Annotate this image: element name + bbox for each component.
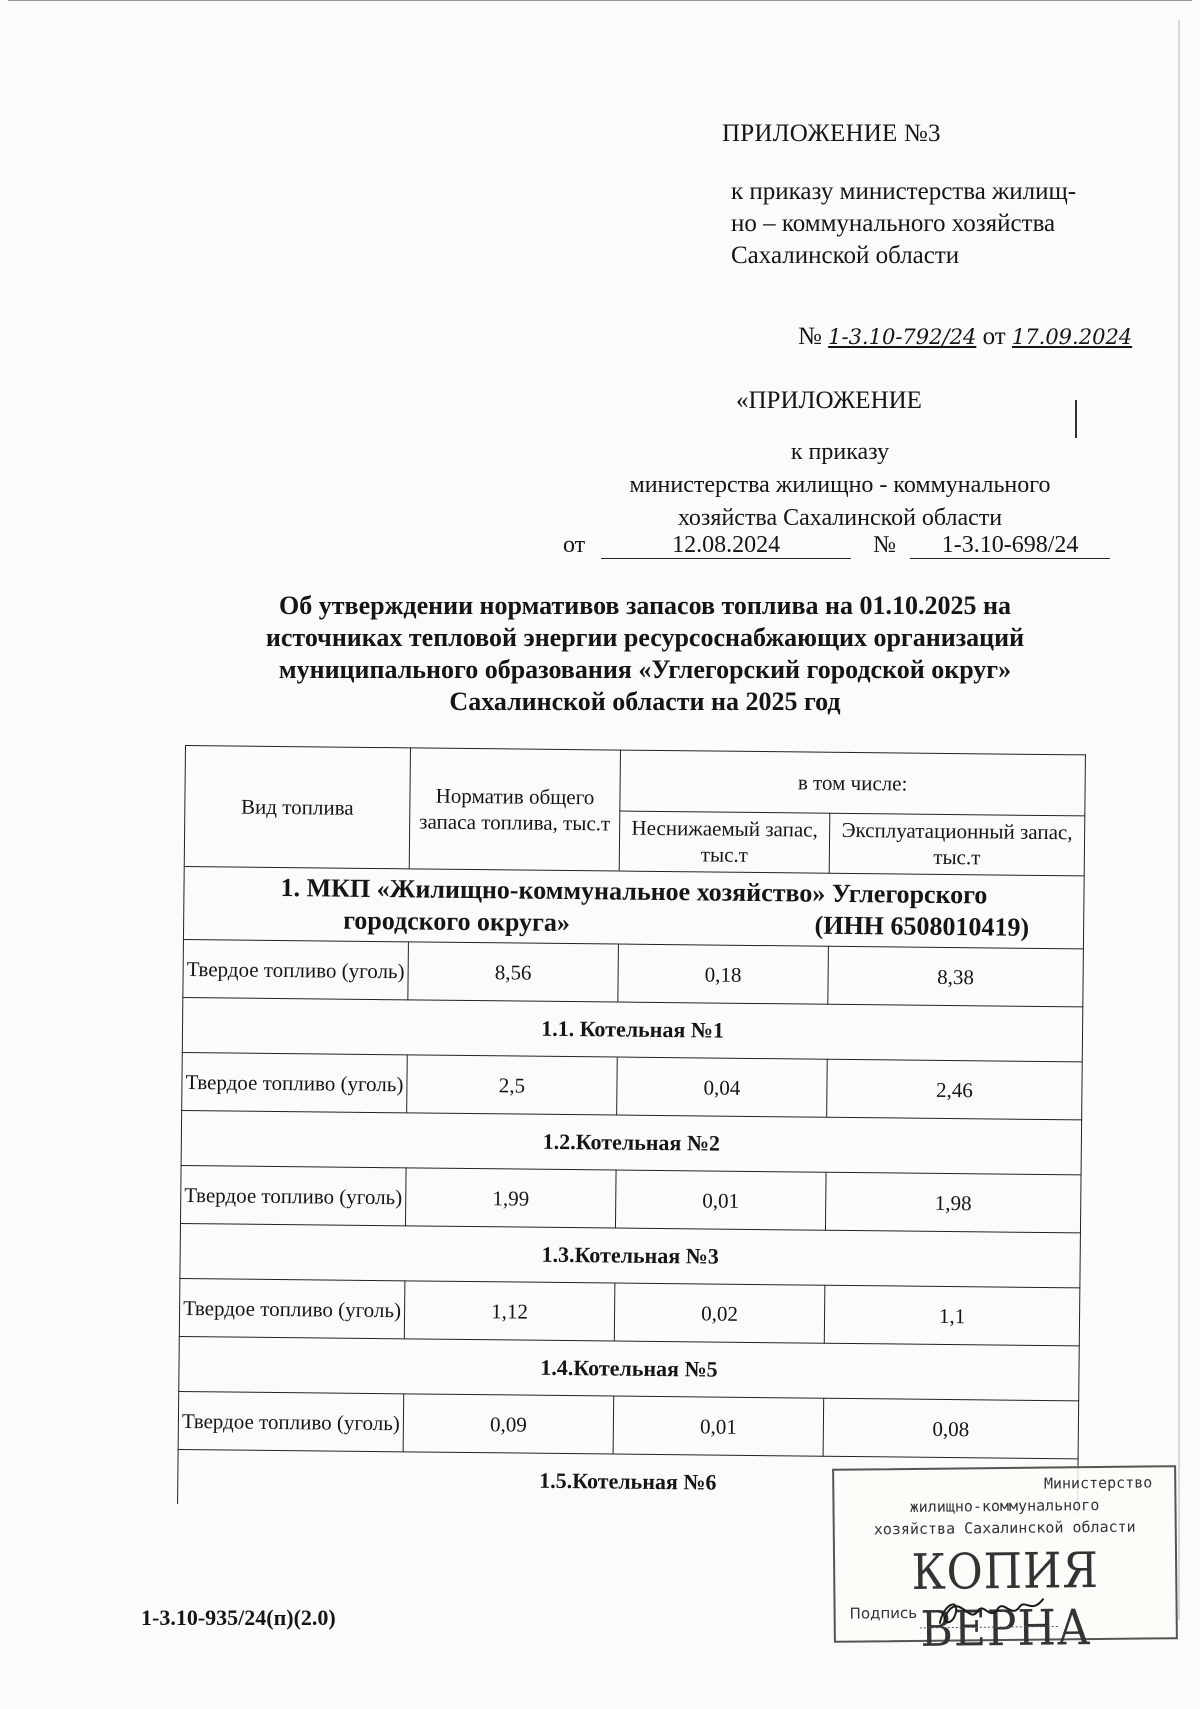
cell-fuel: Твердое топливо (уголь) bbox=[179, 1278, 405, 1338]
organization-name-line-1: 1. МКП «Жилищно-коммунальное хозяйство» Углегорского bbox=[280, 873, 988, 910]
fuel-reserves-table bbox=[177, 745, 1086, 1513]
cell-irreducible: 0,01 bbox=[615, 1170, 826, 1230]
header-total-norm: Норматив общего запаса топлива, тыс.т bbox=[409, 748, 620, 871]
table-row bbox=[183, 939, 1084, 1006]
header-fuel-type: Вид топлива bbox=[184, 746, 410, 869]
order-number-prefix: № bbox=[798, 323, 822, 350]
header-including: в том числе: bbox=[620, 750, 1086, 815]
header-irreducible: Неснижаемый запас, тыс.т bbox=[619, 811, 830, 874]
signature-icon bbox=[919, 1592, 1069, 1634]
inner-appendix-line-3: хозяйства Сахалинской области bbox=[677, 505, 1003, 531]
heading-line-4: Сахалинской области на 2025 год bbox=[449, 687, 841, 716]
stamp-line-1: Министерство bbox=[1043, 1473, 1153, 1493]
cell-total: 2,5 bbox=[407, 1055, 618, 1115]
appendix-line-1: к приказу министерства жилищ- bbox=[731, 178, 1077, 205]
certified-copy-stamp bbox=[832, 1465, 1178, 1658]
table-row bbox=[179, 1278, 1080, 1345]
organization-name-line-2: городского округа» bbox=[343, 905, 571, 938]
inner-appendix-line-1: к приказу bbox=[790, 439, 890, 465]
scan-mark bbox=[1075, 400, 1077, 438]
heading-line-3: муниципального образования «Углегорский городской округ» bbox=[278, 655, 1012, 684]
heading-line-2: источниках тепловой энергии ресурсоснабжающих организаций bbox=[265, 623, 1025, 652]
cell-operational: 1,98 bbox=[825, 1172, 1081, 1233]
order-number-handwritten: 1-3.10-792/24 bbox=[828, 325, 977, 349]
appendix-reference bbox=[731, 176, 1076, 272]
inner-appendix-reference bbox=[560, 436, 1120, 535]
organization-inn: (ИНН 6508010419) bbox=[814, 910, 1030, 942]
stamp-main-text: КОПИЯ ВЕРНА bbox=[911, 1542, 1100, 1658]
cell-fuel: Твердое топливо (уголь) bbox=[183, 939, 409, 999]
cell-fuel: Твердое топливо (уголь) bbox=[178, 1391, 404, 1451]
inner-from-label: от bbox=[563, 532, 586, 558]
heading-line-1: Об утверждении нормативов запасов топлива на 01.10.2025 на bbox=[279, 591, 1011, 620]
table-row bbox=[178, 1391, 1079, 1458]
cell-total: 0,09 bbox=[403, 1394, 614, 1454]
inner-number-label: № bbox=[873, 532, 897, 558]
document-code: 1-3.10-935/24(п)(2.0) bbox=[141, 1605, 336, 1630]
stamp-line-3: хозяйства Сахалинской области bbox=[873, 1517, 1136, 1539]
cell-irreducible: 0,01 bbox=[613, 1396, 824, 1456]
section-boiler-1: 1.1. Котельная №1 bbox=[182, 997, 1083, 1061]
order-date-handwritten: 17.09.2024 bbox=[1011, 325, 1133, 349]
scan-edge-right bbox=[1178, 20, 1180, 1620]
appendix-title: ПРИЛОЖЕНИЕ №3 bbox=[722, 120, 941, 147]
appendix-line-2: но – коммунального хозяйства bbox=[731, 210, 1056, 237]
header-operational: Эксплуатационный запас, тыс.т bbox=[829, 813, 1085, 876]
section-boiler-3: 1.3.Котельная №3 bbox=[180, 1223, 1081, 1287]
cell-total: 8,56 bbox=[408, 942, 619, 1002]
inner-appendix-title: «ПРИЛОЖЕНИЕ bbox=[736, 387, 922, 414]
cell-operational: 2,46 bbox=[827, 1059, 1083, 1120]
section-boiler-5: 1.4.Котельная №5 bbox=[179, 1336, 1080, 1400]
cell-total: 1,99 bbox=[405, 1168, 616, 1228]
stamp-signature-label: Подпись bbox=[849, 1603, 918, 1623]
inner-number: 1-3.10-698/24 bbox=[910, 532, 1110, 559]
cell-fuel: Твердое топливо (уголь) bbox=[182, 1052, 408, 1112]
order-from-label: от bbox=[982, 323, 1006, 350]
cell-irreducible: 0,04 bbox=[617, 1057, 828, 1117]
cell-irreducible: 0,18 bbox=[618, 944, 829, 1004]
document-heading bbox=[215, 590, 1075, 718]
cell-operational: 1,1 bbox=[824, 1285, 1080, 1346]
cell-total: 1,12 bbox=[404, 1281, 615, 1341]
scan-edge-top bbox=[8, 0, 1192, 1]
inner-date: 12.08.2024 bbox=[601, 532, 851, 559]
cell-operational: 8,38 bbox=[828, 946, 1084, 1007]
cell-operational: 0,08 bbox=[823, 1398, 1079, 1459]
organization-row bbox=[183, 866, 1084, 948]
order-reference bbox=[798, 323, 1132, 351]
cell-irreducible: 0,02 bbox=[614, 1283, 825, 1343]
appendix-line-3: Сахалинской области bbox=[731, 242, 960, 269]
section-boiler-6: 1.5.Котельная №6 bbox=[178, 1449, 1079, 1513]
table-row bbox=[182, 1052, 1083, 1119]
section-boiler-2: 1.2.Котельная №2 bbox=[181, 1110, 1082, 1174]
table-row bbox=[180, 1165, 1081, 1232]
inner-appendix-line-2: министерства жилищно - коммунального bbox=[629, 472, 1051, 498]
stamp-line-2: жилищно-коммунального bbox=[909, 1496, 1100, 1516]
inner-appendix-dateline bbox=[563, 532, 1108, 559]
cell-fuel: Твердое топливо (уголь) bbox=[180, 1165, 406, 1225]
